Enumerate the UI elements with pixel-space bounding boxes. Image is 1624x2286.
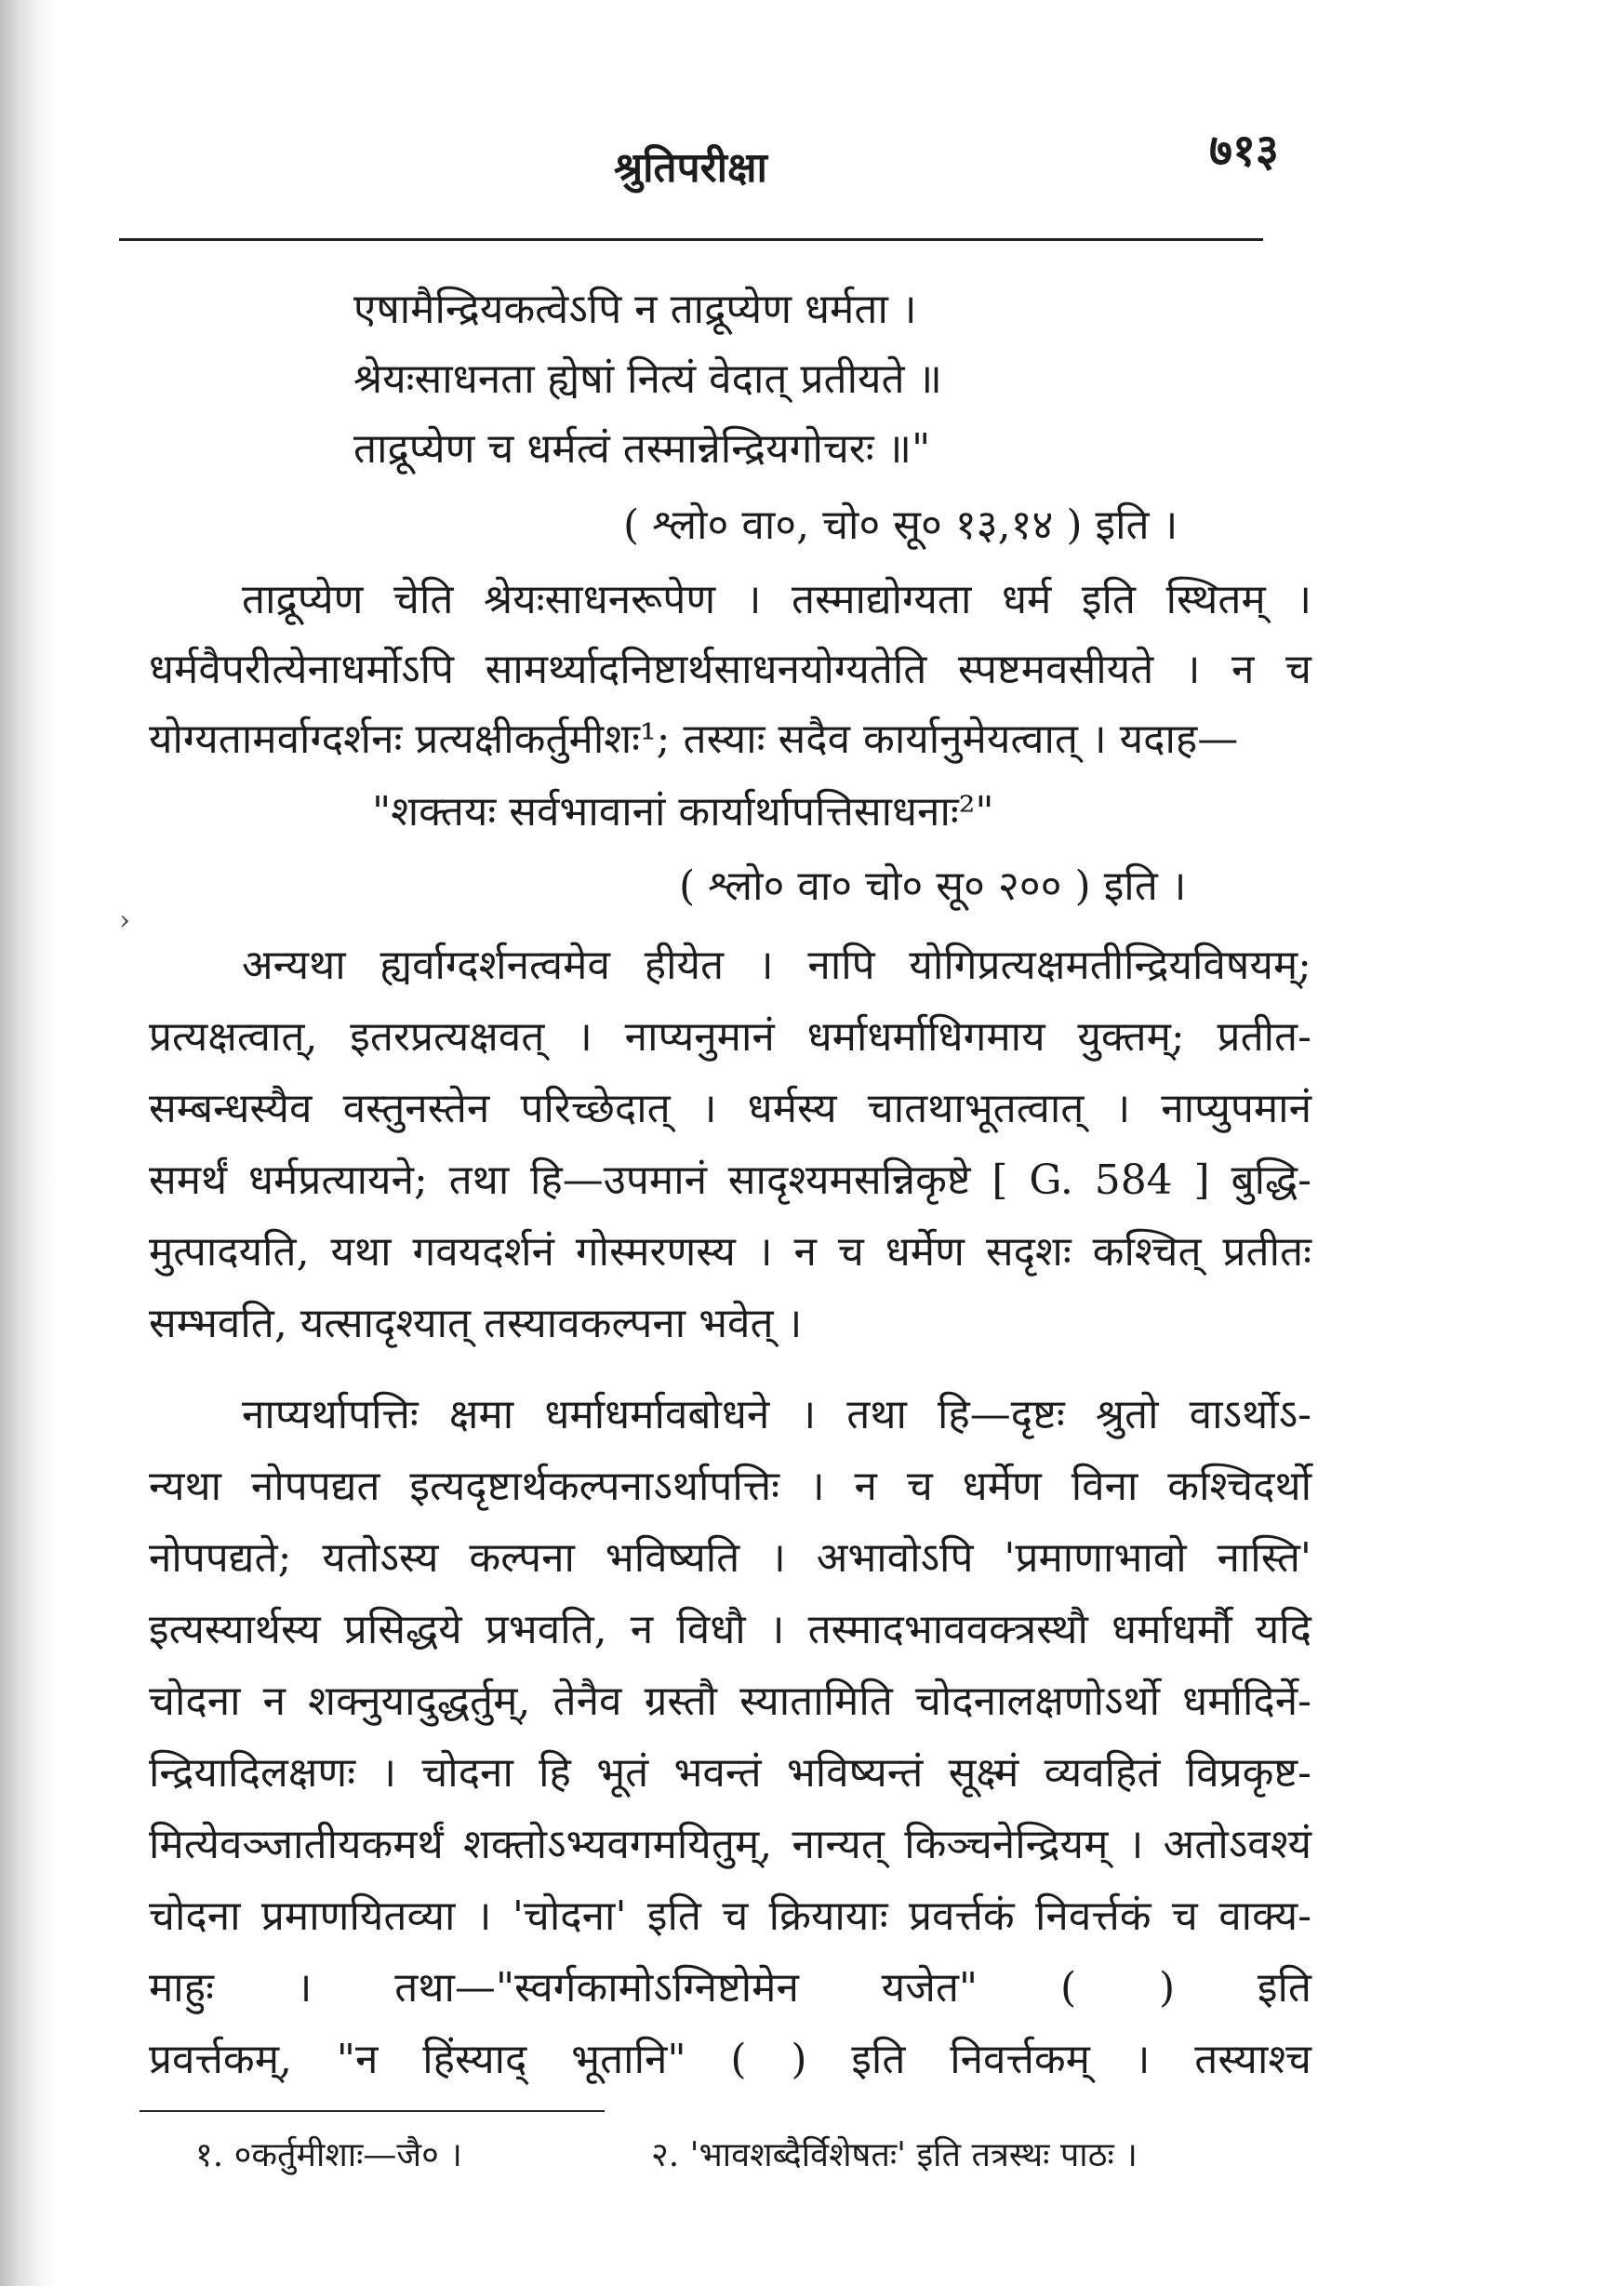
running-title: श्रुतिपरीक्षा [614, 144, 767, 192]
paragraph-1-line: ताद्रूप्येण चेति श्रेयःसाधनरूपेण । तस्माद्योग्यता धर्म इति स्थितम् । [242, 576, 1311, 623]
paragraph-3-line: माहुः । तथा—"स्वर्गकामोऽग्निष्टोमेन यजेत" ( ) इति [149, 1964, 1311, 2012]
verse-line-1: एषामैन्द्रियकत्वेऽपि न ताद्रूप्येण धर्मता । [353, 286, 917, 333]
quoted-verse: "शक्तयः सर्वभावानां कार्यार्थापत्तिसाधनाः²" [372, 788, 994, 836]
header-rule [119, 238, 1263, 241]
verse-line-2: श्रेयःसाधनता ह्येषां नित्यं वेदात् प्रतीयते ॥ [353, 355, 942, 403]
paragraph-1-line: धर्मवैपरीत्येनाधर्मोऽपि सामर्थ्यादनिष्टार्थसाधनयोग्यतेति स्पष्टमवसीयते । न च [149, 646, 1311, 693]
footnote-1: १. ०कर्तुमीशाः—जै० । [195, 2136, 462, 2174]
margin-mark: › [119, 904, 130, 937]
paragraph-2-line: सम्बन्धस्यैव वस्तुनस्तेन परिच्छेदात् । धर्मस्य चातथाभूतत्वात् । नाप्युपमानं [149, 1085, 1311, 1132]
paragraph-2-line: सम्भवति, यत्सादृश्यात् तस्यावकल्पना भवेत् । [149, 1300, 803, 1347]
paragraph-2-line: मुत्पादयति, यथा गवयदर्शनं गोस्मरणस्य । न च धर्मेण सदृशः कश्चित् प्रतीतः [149, 1228, 1311, 1276]
paragraph-3-line: न्यथा नोपपद्यत इत्यदृष्टार्थकल्पनाऽर्थापत्तिः । न च धर्मेण विना कश्चिदर्थो [149, 1463, 1311, 1510]
paragraph-3-line: मित्येवञ्जातीयकमर्थं शक्तोऽभ्यवगमयितुम्, नान्यत् किञ्चनेन्द्रियम् । अतोऽवश्यं [149, 1821, 1311, 1868]
paragraph-3-line: न्द्रियादिलक्षणः । चोदना हि भूतं भवन्तं भविष्यन्तं सूक्ष्मं व्यवहितं विप्रकृष्ट- [149, 1749, 1311, 1797]
paragraph-3-line: चोदना प्रमाणयितव्या । 'चोदना' इति च क्रियायाः प्रवर्त्तकं निवर्त्तकं च वाक्य- [149, 1892, 1311, 1940]
paragraph-3-line: इत्यस्यार्थस्य प्रसिद्धये प्रभवति, न विधौ । तस्मादभाववक्त्रस्थौ धर्माधर्मौ यदि [149, 1606, 1311, 1653]
paragraph-2-line: समर्थं धर्मप्रत्यायने; तथा हि—उपमानं सादृश्यमसन्निकृष्टे [ G. 584 ] बुद्धि- [149, 1156, 1311, 1204]
footnote-2: २. 'भावशब्दैर्विशेषतः' इति तत्रस्थः पाठः । [651, 2136, 1138, 2174]
verse-line-3: ताद्रूप्येण च धर्मत्वं तस्मान्नेन्द्रियगोचरः ॥" [353, 425, 931, 473]
paragraph-2-line: प्रत्यक्षत्वात्, इतरप्रत्यक्षवत् । नाप्यनुमानं धर्माधर्माधिगमाय युक्तम्; प्रतीत- [149, 1013, 1311, 1061]
paragraph-1-line: योग्यतामर्वाग्दर्शनः प्रत्यक्षीकर्तुमीशः¹; तस्याः सदैव कार्यानुमेयत्वात् । यदाह— [149, 715, 1239, 763]
paragraph-3-line: चोदना न शक्नुयादुद्धर्तुम्, तेनैव ग्रस्तौ स्यातामिति चोदनालक्षणोऽर्थो धर्मादिर्ने- [149, 1678, 1311, 1725]
citation-2: ( श्लो० वा० चो० सू० २०० ) इति । [679, 862, 1187, 910]
citation-1: ( श्लो० वा०, चो० सू० १३,१४ ) इति । [623, 501, 1178, 549]
paragraph-3-line: नोपपद्यते; यतोऽस्य कल्पना भविष्यति । अभावोऽपि 'प्रमाणाभावो नास्ति' [149, 1534, 1311, 1582]
paragraph-2-line: अन्यथा ह्यर्वाग्दर्शनत्वमेव हीयेत । नापि योगिप्रत्यक्षमतीन्द्रियविषयम्; [242, 942, 1311, 989]
page-number: ७१३ [1209, 125, 1279, 177]
paragraph-3-line: नाप्यर्थापत्तिः क्षमा धर्माधर्मावबोधने । तथा हि—दृष्टः श्रुतो वाऽर्थोऽ- [242, 1391, 1311, 1438]
footnote-rule [140, 2110, 605, 2112]
paragraph-3-line: प्रवर्त्तकम्, "न हिंस्याद् भूतानि" ( ) इति निवर्त्तकम् । तस्याश्च [149, 2036, 1311, 2083]
